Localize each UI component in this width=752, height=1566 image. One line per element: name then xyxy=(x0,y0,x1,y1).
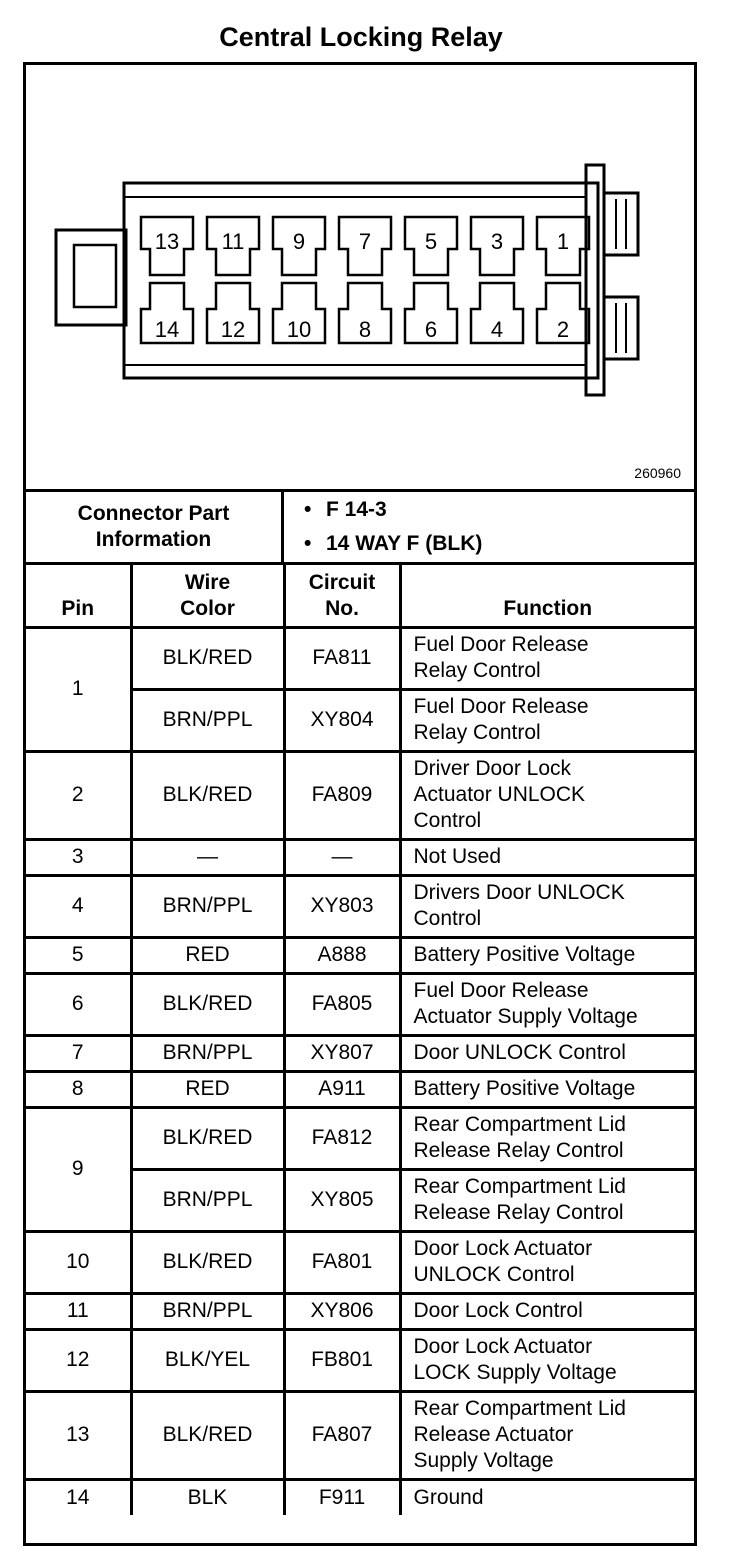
pin-number-label: 12 xyxy=(220,317,246,342)
pin-cell: 1 xyxy=(26,627,131,751)
function-line: Control xyxy=(413,809,482,832)
header-wire-color xyxy=(131,565,284,627)
pin-number-label: 3 xyxy=(490,229,504,254)
circuit-cell: A911 xyxy=(284,1071,400,1107)
function-cell xyxy=(400,1293,694,1329)
pin-number-label: 5 xyxy=(424,229,438,254)
table-row xyxy=(26,1293,694,1329)
circuit-cell: FA809 xyxy=(284,751,400,839)
function-line: Door UNLOCK Control xyxy=(413,1041,626,1064)
pin-cavity xyxy=(273,283,325,343)
pin-cavity xyxy=(339,283,391,343)
circuit-cell: XY804 xyxy=(284,689,400,751)
circuit-cell: FA805 xyxy=(284,973,400,1035)
table-row xyxy=(26,751,694,839)
connector-tab-bottom xyxy=(604,297,638,359)
function-line: UNLOCK Control xyxy=(413,1263,575,1286)
table-row xyxy=(26,1231,694,1293)
pin-cell: 12 xyxy=(26,1329,131,1391)
table-row xyxy=(26,839,694,875)
function-line: Fuel Door Release xyxy=(413,695,589,718)
connector-tab-top xyxy=(604,193,638,255)
wire-color-cell: BLK/RED xyxy=(131,973,284,1035)
header-circuit xyxy=(284,565,400,627)
circuit-cell: XY807 xyxy=(284,1035,400,1071)
connector-body xyxy=(124,183,598,378)
figure-reference-number: 260960 xyxy=(634,465,681,481)
circuit-cell: — xyxy=(284,839,400,875)
header-circuit-line2: No. xyxy=(325,596,359,620)
table-row xyxy=(26,1329,694,1391)
pin-cavity xyxy=(273,217,325,275)
pin-cell: 7 xyxy=(26,1035,131,1071)
header-wire-color-line2: Color xyxy=(180,596,235,620)
table-row xyxy=(26,1071,694,1107)
pin-number-label: 6 xyxy=(424,317,438,342)
connector-flange xyxy=(586,165,604,395)
pin-number-label: 13 xyxy=(154,229,180,254)
table-row xyxy=(26,875,694,937)
function-line: Control xyxy=(413,907,482,930)
wire-color-cell: BLK/RED xyxy=(131,1231,284,1293)
function-line: LOCK Supply Voltage xyxy=(413,1361,617,1384)
connector-part-number: • F 14-3 xyxy=(326,498,387,522)
pin-cell: 3 xyxy=(26,839,131,875)
wire-color-cell: BLK/RED xyxy=(131,1107,284,1169)
pin-table-header xyxy=(26,565,694,627)
function-line: Not Used xyxy=(413,845,502,868)
pin-cavity xyxy=(471,283,523,343)
table-row xyxy=(26,1479,694,1515)
pin-cell: 10 xyxy=(26,1231,131,1293)
function-cell xyxy=(400,1169,694,1231)
wire-color-cell: BLK/RED xyxy=(131,1391,284,1479)
function-line: Battery Positive Voltage xyxy=(413,943,636,966)
table-row xyxy=(26,1391,694,1479)
function-line: Rear Compartment Lid xyxy=(413,1113,626,1136)
function-line: Door Lock Actuator xyxy=(413,1237,593,1260)
circuit-cell: XY806 xyxy=(284,1293,400,1329)
function-cell xyxy=(400,1479,694,1515)
pin-number-label: 9 xyxy=(292,229,306,254)
circuit-cell: FA807 xyxy=(284,1391,400,1479)
wire-color-cell: BRN/PPL xyxy=(131,1293,284,1329)
connector-part-info xyxy=(26,492,694,565)
connector-drawing xyxy=(26,65,694,489)
wire-color-cell: BLK/RED xyxy=(131,751,284,839)
circuit-cell: F911 xyxy=(284,1479,400,1515)
header-circuit-line1: Circuit xyxy=(308,570,376,594)
wire-color-cell: BRN/PPL xyxy=(131,1169,284,1231)
function-cell xyxy=(400,1035,694,1071)
function-cell xyxy=(400,1391,694,1479)
pin-number-label: 4 xyxy=(490,317,504,342)
function-line: Release Relay Control xyxy=(413,1139,624,1162)
function-line: Fuel Door Release xyxy=(413,979,589,1002)
function-cell xyxy=(400,973,694,1035)
pin-number-label: 10 xyxy=(286,317,312,342)
pin-cavity xyxy=(207,217,259,275)
wire-color-cell: BLK/RED xyxy=(131,627,284,689)
function-cell xyxy=(400,751,694,839)
pin-cavity xyxy=(405,217,457,275)
pin-cavity xyxy=(339,217,391,275)
pin-number-label: 2 xyxy=(556,317,570,342)
function-line: Supply Voltage xyxy=(413,1449,554,1472)
connector-info-label-line2: Information xyxy=(95,528,212,551)
function-cell xyxy=(400,1231,694,1293)
connector-diagram xyxy=(26,65,694,492)
pin-table xyxy=(26,565,694,1515)
circuit-cell: XY803 xyxy=(284,875,400,937)
pin-cavity xyxy=(405,283,457,343)
function-line: Door Lock Control xyxy=(413,1299,583,1322)
wire-color-cell: — xyxy=(131,839,284,875)
function-line: Ground xyxy=(413,1485,484,1509)
table-row xyxy=(26,627,694,689)
page-title: Central Locking Relay xyxy=(219,22,503,52)
pin-cell: 14 xyxy=(26,1479,131,1515)
function-cell xyxy=(400,1329,694,1391)
wire-color-cell: BLK/YEL xyxy=(131,1329,284,1391)
pin-cell: 6 xyxy=(26,973,131,1035)
function-line: Rear Compartment Lid xyxy=(413,1175,626,1198)
pin-number-label: 14 xyxy=(154,317,180,342)
pin-cavity xyxy=(537,217,589,275)
pin-number-label: 7 xyxy=(358,229,372,254)
connector-latch-window xyxy=(74,245,116,307)
circuit-cell: XY805 xyxy=(284,1169,400,1231)
function-line: Actuator Supply Voltage xyxy=(413,1005,638,1028)
function-line: Release Relay Control xyxy=(413,1201,624,1224)
pin-cell: 11 xyxy=(26,1293,131,1329)
connector-info-label-line1: Connector Part xyxy=(77,502,230,525)
function-cell xyxy=(400,1071,694,1107)
pin-cavity xyxy=(207,283,259,343)
function-cell xyxy=(400,689,694,751)
function-line: Actuator UNLOCK xyxy=(413,783,586,806)
function-line: Relay Control xyxy=(413,721,541,744)
function-cell xyxy=(400,875,694,937)
pin-cell: 8 xyxy=(26,1071,131,1107)
header-wire-color-line1: Wire xyxy=(184,570,231,594)
wire-color-cell: BRN/PPL xyxy=(131,1035,284,1071)
header-pin: Pin xyxy=(26,565,131,627)
wire-color-cell: BRN/PPL xyxy=(131,689,284,751)
connector-sheet xyxy=(23,62,697,1546)
function-line: Drivers Door UNLOCK xyxy=(413,881,625,904)
circuit-cell: FA812 xyxy=(284,1107,400,1169)
function-cell xyxy=(400,937,694,973)
function-line: Release Actuator xyxy=(413,1423,574,1446)
function-line: Fuel Door Release xyxy=(413,633,589,656)
pin-cavity xyxy=(141,283,193,343)
connector-info-label xyxy=(26,492,284,562)
function-line: Battery Positive Voltage xyxy=(413,1077,636,1100)
connector-info-values xyxy=(284,492,694,562)
function-cell xyxy=(400,1107,694,1169)
wire-color-cell: BRN/PPL xyxy=(131,875,284,937)
pin-number-label: 1 xyxy=(556,229,570,254)
pin-number-label: 8 xyxy=(358,317,372,342)
circuit-cell: FA811 xyxy=(284,627,400,689)
pin-cell: 9 xyxy=(26,1107,131,1231)
header-function: Function xyxy=(400,565,694,627)
table-row xyxy=(26,1107,694,1169)
wire-color-cell: RED xyxy=(131,1071,284,1107)
function-line: Rear Compartment Lid xyxy=(413,1397,626,1420)
pin-cell: 5 xyxy=(26,937,131,973)
pin-cell: 13 xyxy=(26,1391,131,1479)
pin-cavity xyxy=(537,283,589,343)
pin-number-label: 11 xyxy=(221,229,245,254)
circuit-cell: A888 xyxy=(284,937,400,973)
connector-description: • 14 WAY F (BLK) xyxy=(326,532,482,556)
pin-cell: 2 xyxy=(26,751,131,839)
function-line: Driver Door Lock xyxy=(413,757,572,780)
wire-color-cell: BLK xyxy=(131,1479,284,1515)
table-row xyxy=(26,937,694,973)
function-cell xyxy=(400,627,694,689)
pin-cavity xyxy=(471,217,523,275)
circuit-cell: FA801 xyxy=(284,1231,400,1293)
function-cell xyxy=(400,839,694,875)
table-row xyxy=(26,1035,694,1071)
table-row xyxy=(26,973,694,1035)
wire-color-cell: RED xyxy=(131,937,284,973)
function-line: Door Lock Actuator xyxy=(413,1335,593,1358)
pin-cavity xyxy=(141,217,193,275)
function-line: Relay Control xyxy=(413,659,541,682)
circuit-cell: FB801 xyxy=(284,1329,400,1391)
pin-cell: 4 xyxy=(26,875,131,937)
